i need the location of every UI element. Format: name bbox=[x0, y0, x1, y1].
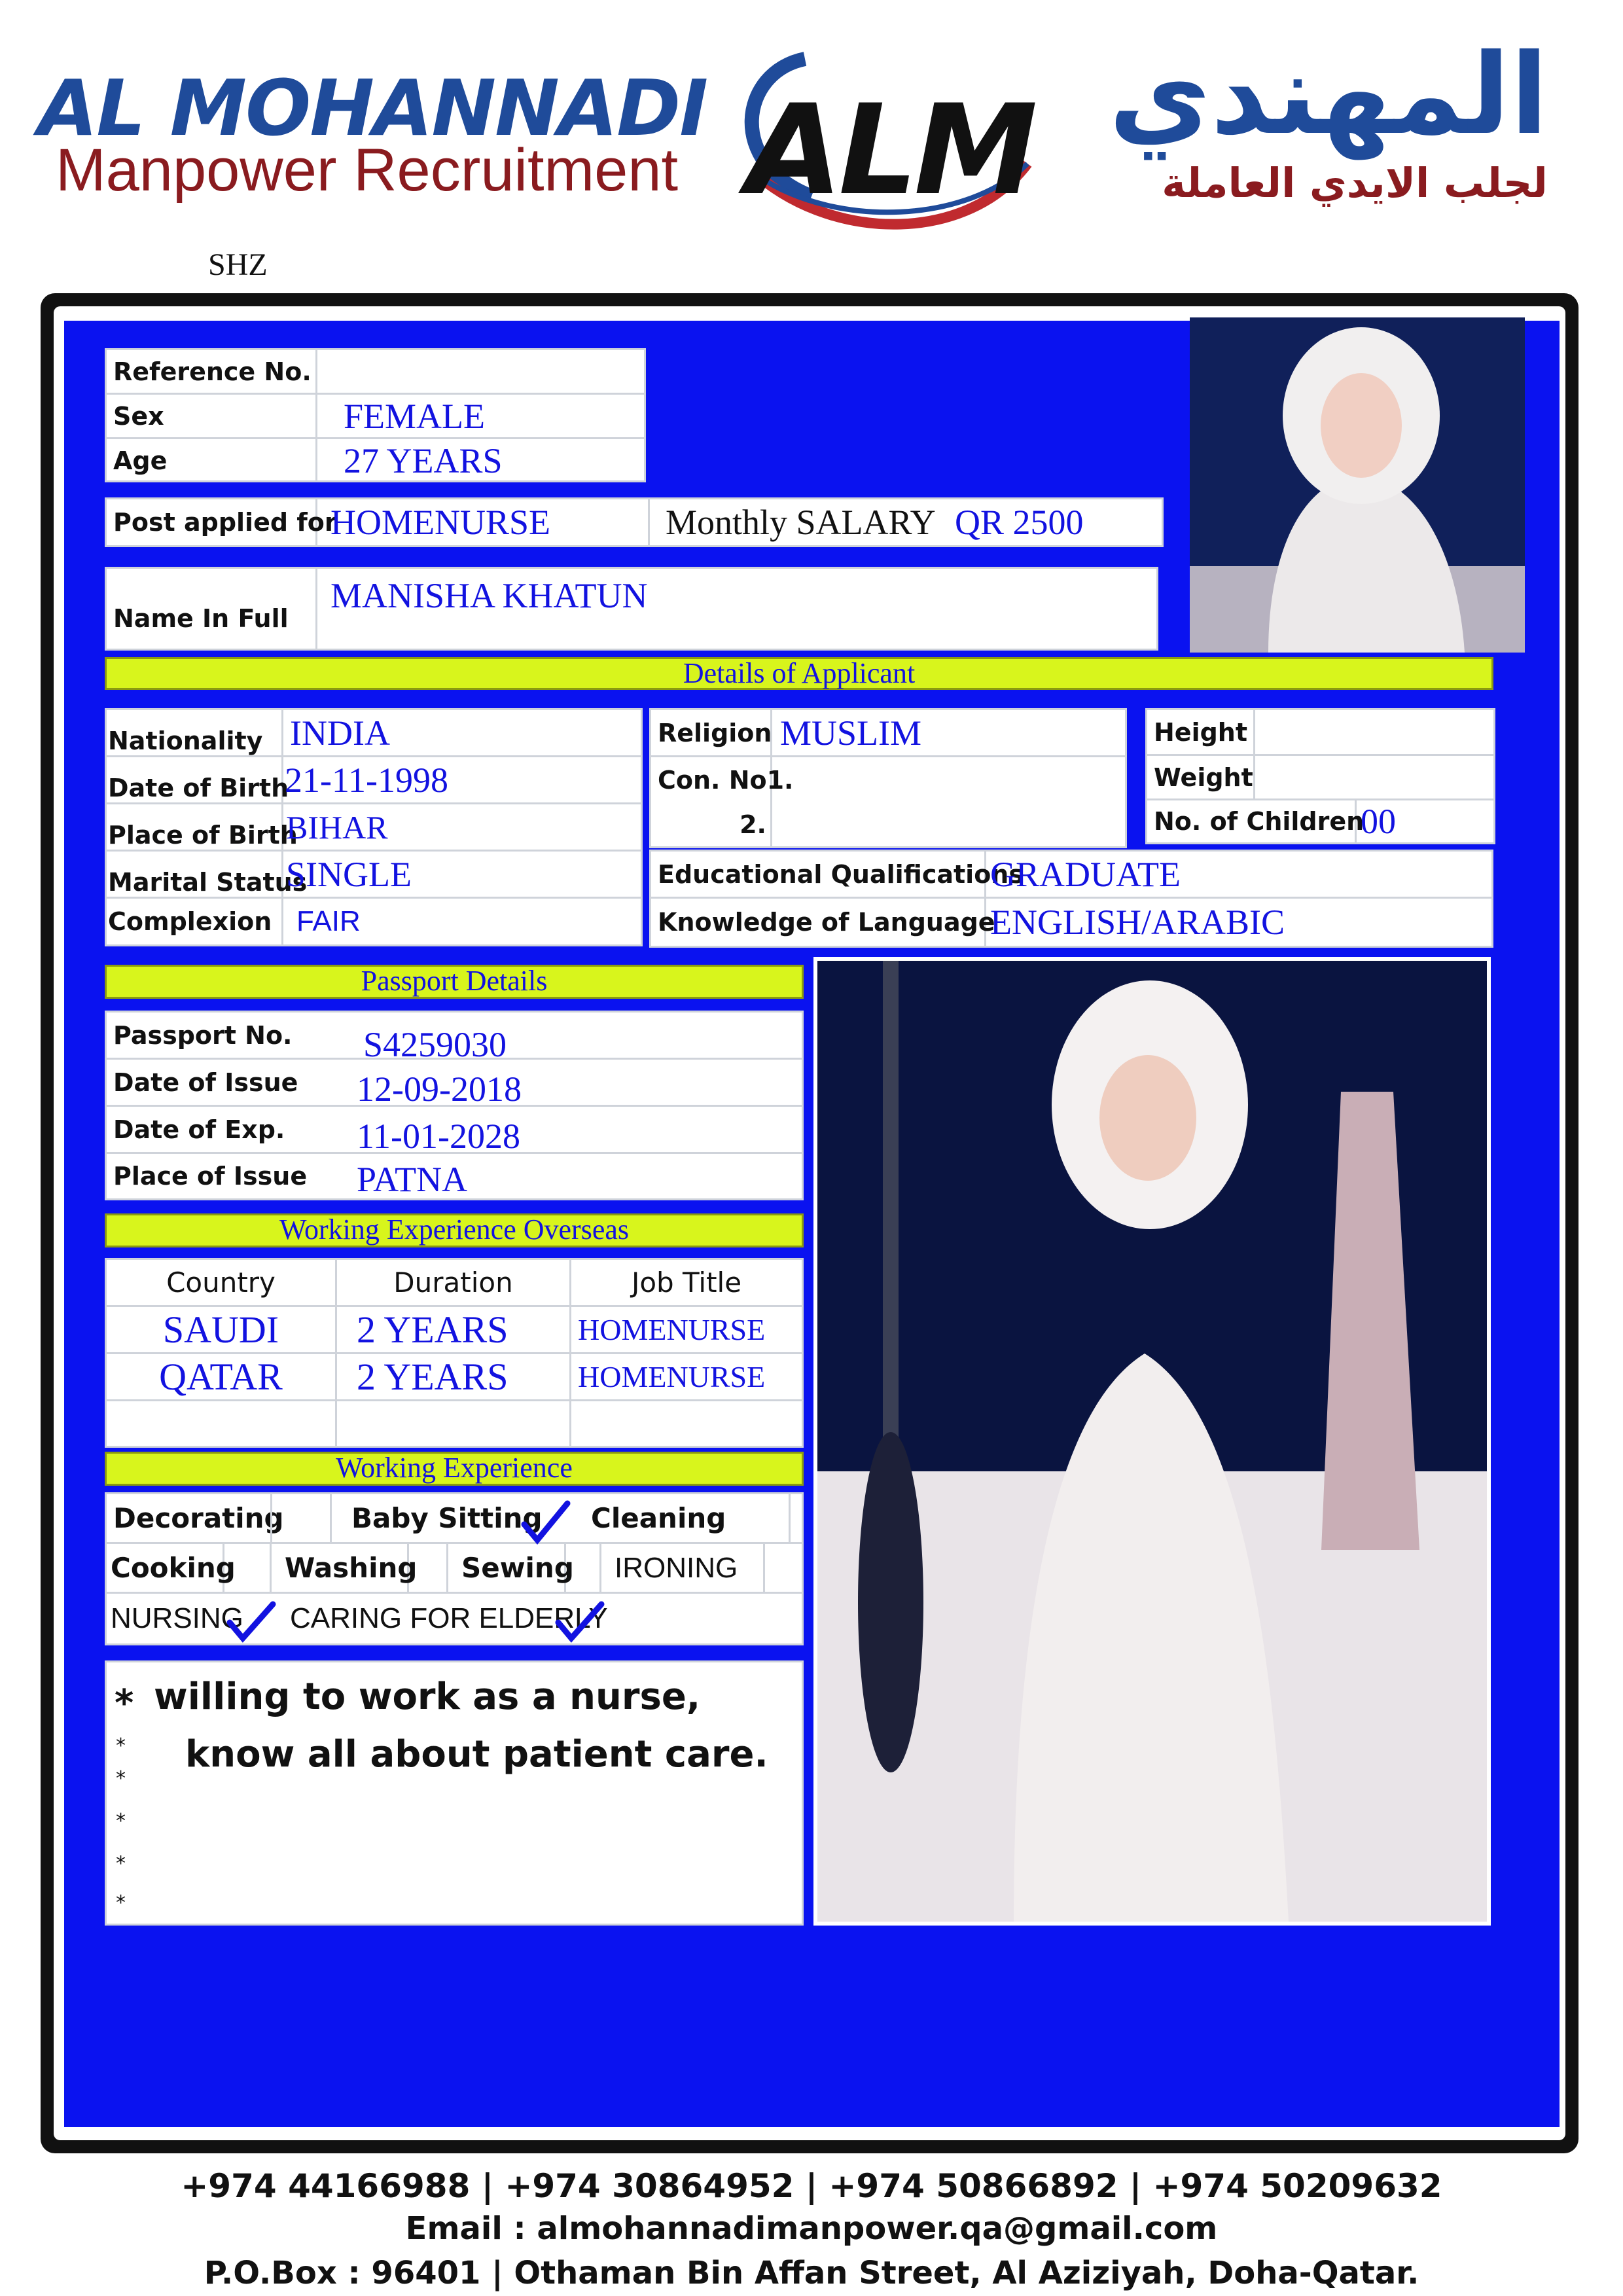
applicant-full-photo bbox=[813, 957, 1491, 1926]
skill-washing-box bbox=[409, 1544, 448, 1594]
alm-logo bbox=[720, 33, 1060, 255]
name-value: MANISHA KHATUN bbox=[330, 576, 648, 615]
complexion-label: Complexion bbox=[107, 899, 283, 944]
passport-place-value: PATNA bbox=[357, 1160, 468, 1199]
skill-washing: Washing bbox=[272, 1544, 409, 1594]
office-code: SHZ bbox=[208, 247, 268, 282]
note-bullet-1: * bbox=[115, 1682, 134, 1725]
pob-value: BIHAR bbox=[283, 804, 641, 852]
footer-address: P.O.Box : 96401 | Othaman Bin Affan Street, Al Aziziyah, Doha-Qatar. bbox=[204, 2255, 1419, 2291]
salary-label: Monthly SALARY bbox=[666, 503, 936, 542]
note-bullet-3: * bbox=[116, 1767, 126, 1790]
education-label: Educational Qualifications bbox=[651, 852, 986, 899]
arabic-tagline: لجلب الايدي العاملة bbox=[1162, 159, 1548, 207]
marital-value: SINGLE bbox=[283, 852, 641, 899]
children-label: No. of Children bbox=[1147, 800, 1357, 842]
nationality-label: Nationality bbox=[107, 710, 283, 757]
skill-cooking: Cooking bbox=[107, 1544, 224, 1594]
skill-ironing: IRONING bbox=[601, 1544, 765, 1594]
overseas-col-country: Country bbox=[107, 1260, 337, 1307]
con1-label: Con. No1. bbox=[651, 757, 772, 803]
skill-baby-sitting: Baby Sitting bbox=[332, 1494, 607, 1544]
overseas-row3-duration bbox=[337, 1401, 571, 1446]
overseas-col-duration: Duration bbox=[337, 1260, 571, 1307]
overseas-row1-duration: 2 YEARS bbox=[337, 1307, 571, 1354]
overseas-col-job: Job Title bbox=[571, 1260, 802, 1307]
language-label: Knowledge of Language bbox=[651, 899, 986, 946]
experience-table bbox=[105, 1492, 804, 1645]
details-right-table bbox=[1145, 708, 1495, 844]
religion-value: MUSLIM bbox=[772, 710, 1125, 757]
reference-value bbox=[317, 350, 645, 395]
con-value bbox=[772, 757, 1125, 846]
education-value: GRADUATE bbox=[986, 852, 1491, 899]
passport-number-value: S4259030 bbox=[344, 1013, 802, 1060]
skill-cooking-box bbox=[224, 1544, 272, 1594]
alm-logo-letters: ALM bbox=[746, 78, 1034, 223]
passport-number-label: Passport No. bbox=[107, 1013, 344, 1060]
passport-issue-value: 12-09-2018 bbox=[344, 1060, 802, 1107]
note-line-2: know all about patient care. bbox=[185, 1733, 768, 1776]
overseas-row2-job: HOMENURSE bbox=[571, 1354, 802, 1401]
sex-value: FEMALE bbox=[317, 395, 645, 439]
details-middle-table bbox=[649, 708, 1127, 848]
skill-caring-elderly: CARING FOR ELDERLY bbox=[290, 1602, 608, 1634]
note-bullet-5: * bbox=[116, 1852, 126, 1875]
note-bullet-2: * bbox=[116, 1734, 126, 1757]
complexion-value: FAIR bbox=[296, 905, 361, 937]
overseas-row2-duration: 2 YEARS bbox=[337, 1354, 571, 1401]
skill-nursing: NURSING bbox=[111, 1602, 243, 1634]
passport-header: Passport Details bbox=[105, 965, 804, 999]
dob-value: 21-11-1998 bbox=[283, 757, 641, 804]
arabic-company-name: المهندي bbox=[1109, 30, 1548, 160]
skill-sewing-box bbox=[566, 1544, 601, 1594]
passport-exp-label: Date of Exp. bbox=[107, 1107, 344, 1154]
skill-decorating-box bbox=[270, 1494, 332, 1544]
portrait-figure bbox=[1190, 317, 1525, 653]
experience-header: Working Experience bbox=[105, 1452, 804, 1486]
post-label: Post applied for bbox=[107, 499, 317, 545]
passport-place-label: Place of Issue bbox=[113, 1162, 308, 1191]
note-bullet-6: * bbox=[116, 1892, 126, 1914]
skill-decorating: Decorating bbox=[107, 1494, 270, 1544]
full-name-row bbox=[105, 567, 1158, 651]
height-value bbox=[1255, 710, 1493, 756]
passport-table bbox=[105, 1011, 804, 1200]
company-name: AL MOHANNADI bbox=[38, 63, 707, 153]
details-left-table bbox=[105, 708, 643, 946]
overseas-row1-job: HOMENURSE bbox=[571, 1307, 802, 1354]
religion-label: Religion bbox=[651, 710, 772, 757]
baby-sitting-check-icon bbox=[519, 1499, 571, 1545]
details-header: Details of Applicant bbox=[105, 657, 1493, 690]
company-subtitle: Manpower Recruitment bbox=[56, 137, 679, 204]
education-language-table bbox=[649, 850, 1493, 948]
post-value: HOMENURSE bbox=[317, 499, 650, 545]
children-value: 00 bbox=[1361, 802, 1396, 841]
age-value: 27 YEARS bbox=[344, 441, 503, 480]
notes-box bbox=[105, 1660, 804, 1926]
overseas-header: Working Experience Overseas bbox=[105, 1213, 804, 1247]
skill-ironing-box bbox=[765, 1544, 802, 1594]
marital-label: Marital Status bbox=[107, 852, 283, 899]
sex-label: Sex bbox=[107, 395, 317, 439]
footer-email: Email : almohannadimanpower.qa@gmail.com bbox=[405, 2210, 1218, 2247]
overseas-row1-country: SAUDI bbox=[107, 1307, 337, 1354]
note-line-1: willing to work as a nurse, bbox=[154, 1676, 701, 1718]
passport-issue-label: Date of Issue bbox=[107, 1060, 344, 1107]
salary-value: QR 2500 bbox=[955, 503, 1084, 542]
basic-info-table bbox=[105, 348, 646, 482]
applicant-portrait-photo bbox=[1190, 317, 1525, 653]
name-label: Name In Full bbox=[107, 569, 317, 649]
passport-exp-value: 11-01-2028 bbox=[344, 1107, 802, 1154]
con2-label: 2. bbox=[651, 803, 772, 846]
caring-check-icon bbox=[553, 1600, 605, 1643]
overseas-row3-country bbox=[107, 1401, 337, 1446]
note-bullet-4: * bbox=[116, 1810, 126, 1833]
weight-label: Weight bbox=[1147, 756, 1255, 800]
overseas-table bbox=[105, 1258, 804, 1448]
reference-label: Reference No. bbox=[107, 350, 317, 395]
skill-cleaning-box bbox=[791, 1494, 802, 1544]
skill-cleaning: Cleaning bbox=[571, 1494, 791, 1544]
dob-label: Date of Birth bbox=[107, 757, 283, 804]
nursing-check-icon bbox=[224, 1600, 277, 1643]
full-photo-figure bbox=[817, 961, 1487, 1922]
language-value: ENGLISH/ARABIC bbox=[990, 903, 1285, 942]
nationality-value: INDIA bbox=[283, 710, 641, 757]
height-label: Height bbox=[1147, 710, 1255, 756]
weight-value bbox=[1255, 756, 1493, 800]
skill-sewing: Sewing bbox=[448, 1544, 566, 1594]
footer-phones: +974 44166988 | +974 30864952 | +974 50866892 | +974 50209632 bbox=[181, 2167, 1442, 2205]
pob-label: Place of Birth bbox=[107, 804, 283, 852]
post-salary-row bbox=[105, 497, 1164, 547]
age-label: Age bbox=[107, 439, 317, 482]
overseas-row2-country: QATAR bbox=[107, 1354, 337, 1401]
overseas-row3-job bbox=[571, 1401, 802, 1446]
